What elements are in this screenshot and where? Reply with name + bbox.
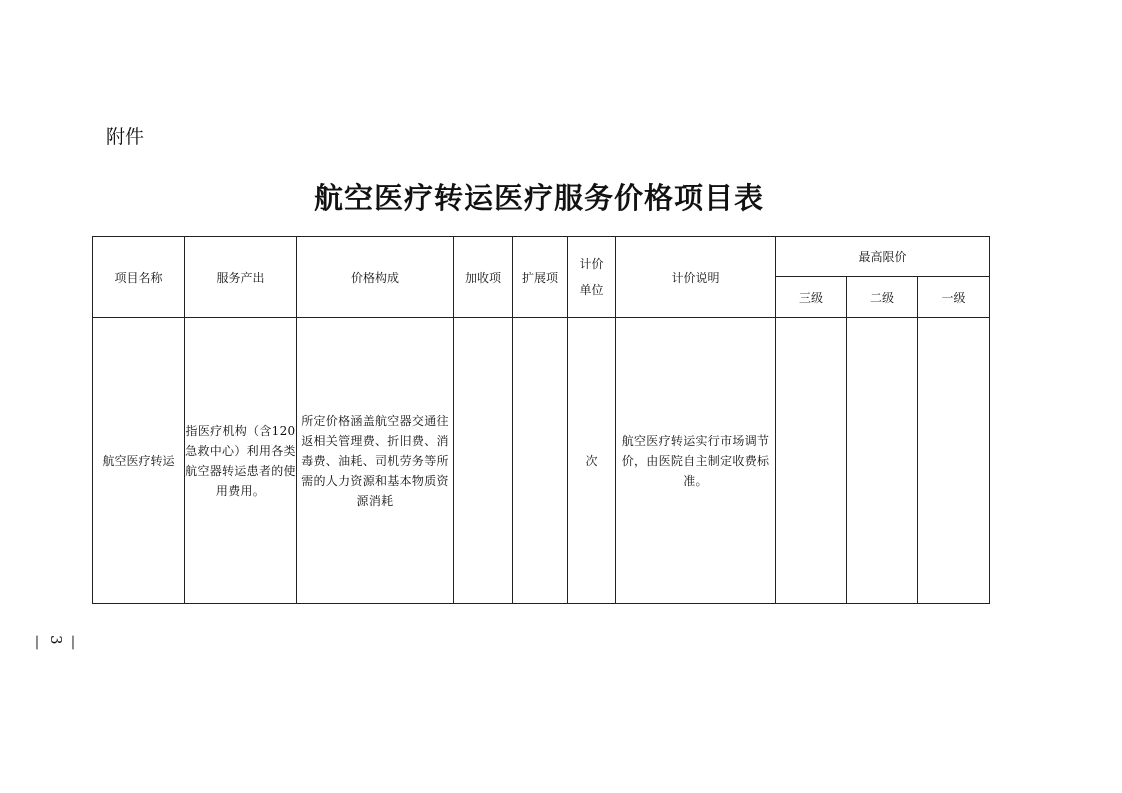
document-title: 航空医疗转运医疗服务价格项目表 (313, 181, 764, 215)
header-service-output: 服务产出 (185, 237, 297, 318)
header-level3: 三级 (776, 277, 847, 318)
cell-level1 (918, 318, 990, 604)
header-unit-line1: 计价 (579, 257, 604, 271)
cell-item-name: 航空医疗转运 (93, 318, 185, 604)
header-price-composition: 价格构成 (297, 237, 454, 318)
cell-price-composition: 所定价格涵盖航空器交通往返相关管理费、折旧费、消毒费、油耗、司机劳务等所需的人力资源和基本物质资源消耗 (297, 318, 454, 604)
header-surcharge: 加收项 (454, 237, 513, 318)
header-level2: 二级 (847, 277, 918, 318)
header-max-price: 最高限价 (776, 237, 990, 277)
header-pricing-note: 计价说明 (616, 237, 776, 318)
cell-service-output: 指医疗机构（含120急救中心）利用各类航空器转运患者的使用费用。 (185, 318, 297, 604)
header-unit-line2: 单位 (579, 283, 604, 297)
cell-pricing-note: 航空医疗转运实行市场调节价，由医院自主制定收费标准。 (616, 318, 776, 604)
cell-extension (513, 318, 568, 604)
header-level1: 一级 (918, 277, 990, 318)
cell-level3 (776, 318, 847, 604)
attachment-label: 附件 (106, 126, 145, 148)
header-extension: 扩展项 (513, 237, 568, 318)
header-item-name: 项目名称 (93, 237, 185, 318)
table-row (93, 318, 990, 604)
cell-unit: 次 (568, 318, 616, 604)
price-table (92, 236, 990, 604)
cell-surcharge (454, 318, 513, 604)
cell-level2 (847, 318, 918, 604)
header-unit (568, 237, 616, 318)
page-number: — 3 — (29, 635, 83, 650)
